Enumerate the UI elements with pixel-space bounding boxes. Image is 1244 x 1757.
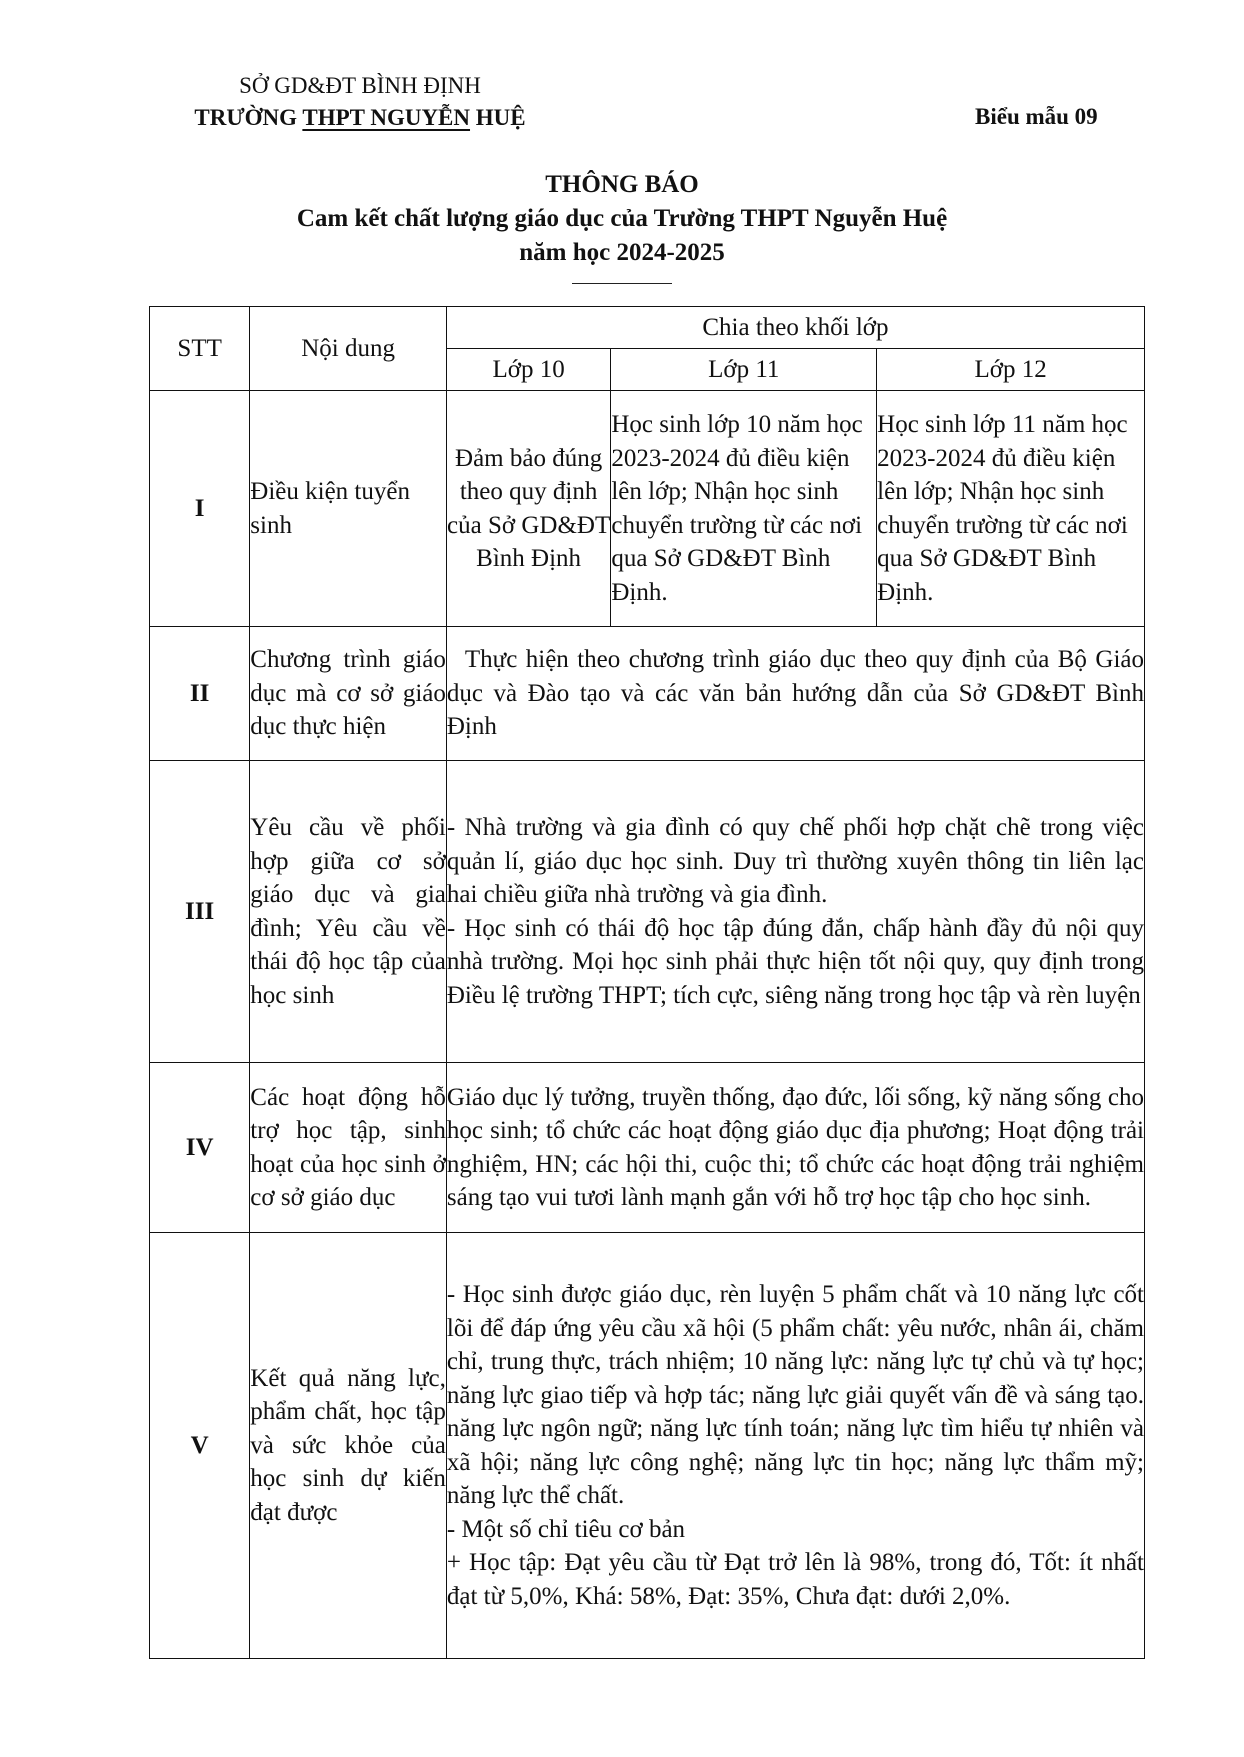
title-line-2: Cam kết chất lượng giáo dục của Trường THPT Nguyễn Huệ (296, 205, 948, 232)
header-content: Nội dung (250, 307, 447, 391)
row-label: Kết quả năng lực, phẩm chất, học tập và sức khỏe của học sinh dự kiến đạt được (250, 1233, 447, 1659)
title-line-1: THÔNG BÁO (545, 171, 699, 198)
title-divider (572, 283, 672, 284)
row-label: Chương trình giáo dục mà cơ sở giáo dục thực hiện (250, 627, 447, 761)
table-header-row (150, 307, 1145, 349)
header-stt: STT (150, 307, 250, 391)
grade-10-cell: Đảm bảo đúng theo quy định của Sở GD&ĐT Bình Định (446, 391, 610, 627)
row-number: II (150, 627, 250, 761)
row-number: III (150, 761, 250, 1063)
row-content-paragraph: - Một số chỉ tiêu cơ bản (446, 1515, 686, 1543)
document-title (0, 168, 1244, 270)
table-row (150, 1233, 1145, 1659)
row-content (446, 761, 1144, 1063)
row-content-paragraph: Giáo dục lý tưởng, truyền thống, đạo đức, lối sống, kỹ năng sống cho học sinh; tổ chức các hoạt động giáo dục địa phương; Hoạt động trải nghiệm, HN; các hội thi, cuộc thi; tổ chức các hoạt động trải nghiệm sáng tạo vui tươi lành mạnh gắn với hỗ trợ học tập cho học sinh. (446, 1083, 1144, 1211)
issuer-header (150, 70, 570, 134)
table-row (150, 391, 1145, 627)
row-label: Các hoạt động hỗ trợ học tập, sinh hoạt của học sinh ở cơ sở giáo dục (250, 1063, 447, 1233)
header-grade-group: Chia theo khối lớp (446, 307, 1144, 349)
school-name-underlined: THPT NGUYỄN (302, 105, 471, 130)
row-label: Điều kiện tuyển sinh (250, 391, 447, 627)
row-number: I (150, 391, 250, 627)
row-content-paragraph: - Học sinh được giáo dục, rèn luyện 5 phẩm chất và 10 năng lực cốt lõi để đáp ứng yêu cầu xã hội (5 phẩm chất: yêu nước, nhân ái, chăm chỉ, trung thực, trách nhiệm; 10 năng lực: năng lực tự chủ và tự học; năng lực giao tiếp và hợp tác; năng lực giải quyết vấn đề và sáng tạo. năng lực ngôn ngữ; năng lực tính toán; năng lực tìm hiểu tự nhiên và xã hội; năng lực công nghệ; năng lực tin học; năng lực thẩm mỹ; năng lực thể chất. (446, 1281, 1144, 1509)
row-content-paragraph: - Nhà trường và gia đình có quy chế phối hợp chặt chẽ trong việc quản lí, giáo dục học sinh. Duy trì thường xuyên thông tin liên lạc hai chiều giữa nhà trường và gia đình. (446, 814, 1144, 908)
row-label: Yêu cầu về phối hợp giữa cơ sở giáo dục và gia đình; Yêu cầu về thái độ học tập của học sinh (250, 761, 447, 1063)
header-grade-11: Lớp 11 (611, 349, 877, 391)
row-content-paragraph: - Học sinh có thái độ học tập đúng đắn, chấp hành đầy đủ nội quy nhà trường. Mọi học sinh phải thực hiện tốt nội quy, quy định trong Điều lệ trường THPT; tích cực, siêng năng trong học tập và rèn luyện (446, 914, 1144, 1009)
form-number: Biểu mẫu 09 (975, 104, 1098, 129)
row-content (446, 627, 1144, 761)
school-name (150, 102, 570, 134)
header-grade-10: Lớp 10 (446, 349, 610, 391)
row-content-paragraph: Thực hiện theo chương trình giáo dục theo quy định của Bộ Giáo dục và Đào tạo và các văn bản hướng dẫn của Sở GD&ĐT Bình Định (446, 646, 1144, 741)
row-content (446, 1233, 1144, 1659)
row-number: IV (150, 1063, 250, 1233)
department-name: SỞ GD&ĐT BÌNH ĐỊNH (239, 73, 481, 98)
table-row (150, 761, 1145, 1063)
row-number: V (150, 1233, 250, 1659)
grade-12-cell: Học sinh lớp 11 năm học 2023-2024 đủ điều kiện lên lớp; Nhận học sinh chuyển trường từ các nơi qua Sở GD&ĐT Bình Định. (877, 391, 1145, 627)
header-grade-12: Lớp 12 (877, 349, 1145, 391)
grade-11-cell: Học sinh lớp 10 năm học 2023-2024 đủ điều kiện lên lớp; Nhận học sinh chuyển trường từ các nơi qua Sở GD&ĐT Bình Định. (611, 391, 877, 627)
title-line-3: năm học 2024-2025 (519, 239, 725, 266)
table-row (150, 1063, 1145, 1233)
row-content-paragraph: + Học tập: Đạt yêu cầu từ Đạt trở lên là 98%, trong đó, Tốt: ít nhất đạt từ 5,0%, Khá: 58%, Đạt: 35%, Chưa đạt: dưới 2,0%. (446, 1549, 1144, 1610)
school-name-suffix: HUỆ (470, 105, 526, 130)
table-row (150, 627, 1145, 761)
commitment-table (149, 306, 1145, 1659)
row-content (446, 1063, 1144, 1233)
school-name-prefix: TRƯỜNG (194, 105, 303, 130)
